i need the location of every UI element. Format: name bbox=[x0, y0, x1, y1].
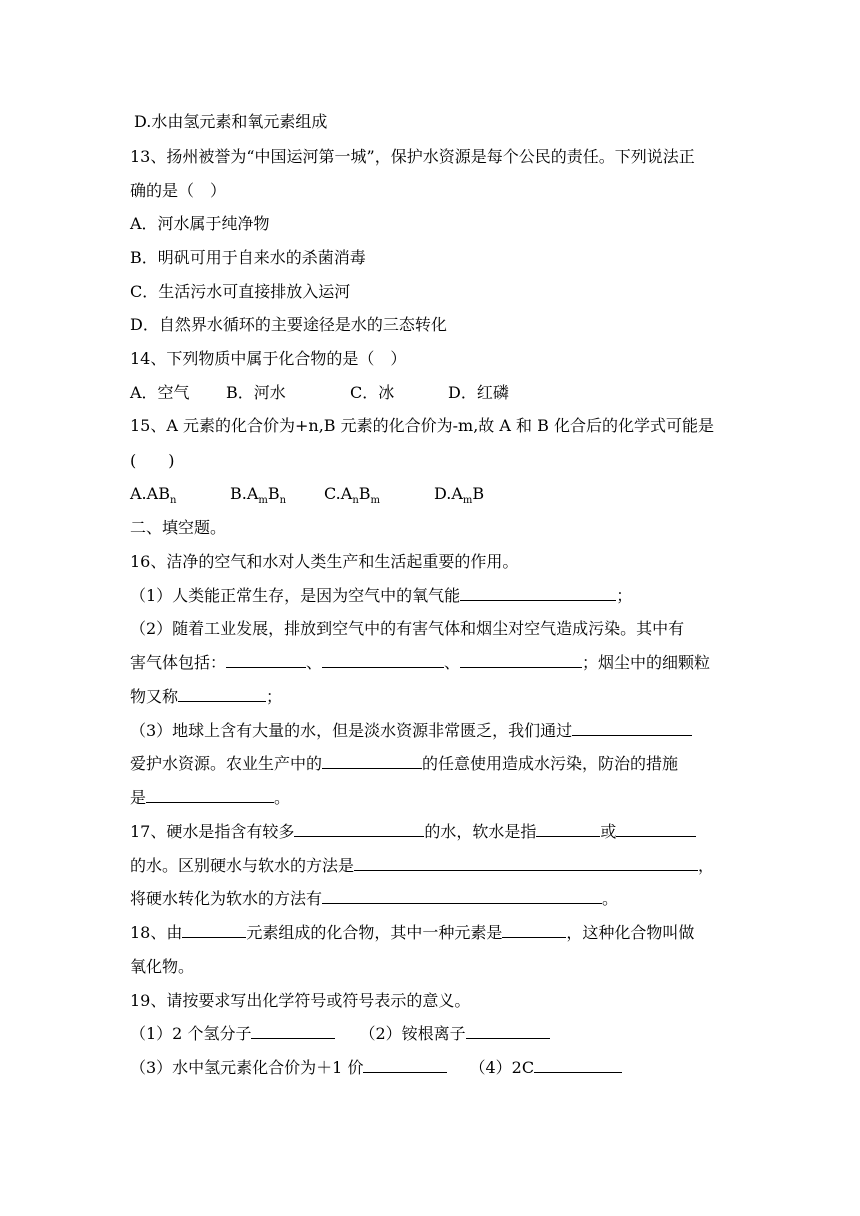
question-15-text: 15、A 元素的化合价为+n,B 元素的化合价为-m,故 A 和 B 化合后的化学式可能是 bbox=[130, 416, 714, 435]
text: ，这种化合物叫做 bbox=[566, 923, 695, 942]
formula-text: A.AB bbox=[130, 484, 170, 503]
question-16-part-2-cont bbox=[130, 652, 735, 674]
text: （3）水中氢元素化合价为＋1 价 bbox=[130, 1058, 364, 1077]
answer-blank[interactable] bbox=[572, 720, 692, 736]
answer-blank[interactable] bbox=[146, 787, 274, 803]
question-18-text bbox=[130, 922, 735, 944]
text: 是 bbox=[130, 788, 147, 807]
text: 18、由 bbox=[130, 923, 183, 942]
text: 将硬水转化为软水的方法有 bbox=[130, 889, 323, 908]
question-15-option-c bbox=[324, 483, 434, 505]
formula-text: B bbox=[267, 484, 280, 503]
subscript: m bbox=[258, 495, 268, 507]
text: ， bbox=[698, 856, 715, 875]
question-14-text: 14、下列物质中属于化合物的是（ ） bbox=[130, 349, 407, 368]
answer-blank[interactable] bbox=[534, 1057, 622, 1073]
text: （1）人类能正常生存，是因为空气中的氧气能 bbox=[130, 586, 461, 605]
question-19-text: 19、请按要求写出化学符号或符号表示的意义。 bbox=[130, 991, 471, 1010]
question-19-row-1 bbox=[130, 1023, 735, 1045]
question-15-option-a bbox=[130, 483, 230, 505]
question-14-option-b: B．河水 bbox=[226, 383, 286, 402]
text: 的水，软水是指 bbox=[424, 822, 537, 841]
question-14-option-a: A．空气 bbox=[130, 383, 190, 402]
question-15-options bbox=[130, 483, 735, 505]
question-13-text: 13、扬州被誉为“中国运河第一城”，保护水资源是每个公民的责任。下列说法正 bbox=[130, 147, 695, 166]
text: 、 bbox=[444, 653, 461, 672]
question-16-part-2: （2）随着工业发展，排放到空气中的有害气体和烟尘对空气造成污染。其中有 bbox=[130, 619, 685, 638]
formula-text: C.A bbox=[324, 484, 353, 503]
formula-text: B bbox=[472, 484, 485, 503]
text: 元素组成的化合物，其中一种元素是 bbox=[246, 923, 503, 942]
question-16-text: 16、洁净的空气和水对人类生产和生活起重要的作用。 bbox=[130, 552, 519, 571]
text: 害气体包括： bbox=[130, 653, 227, 672]
text: （4）2C bbox=[469, 1058, 535, 1077]
text: 。 bbox=[274, 788, 291, 807]
question-13-option-a: A．河水属于纯净物 bbox=[130, 214, 270, 233]
answer-blank[interactable] bbox=[536, 821, 600, 837]
formula-text: D.A bbox=[434, 484, 463, 503]
text: ； bbox=[616, 586, 633, 605]
question-16-part-1 bbox=[130, 585, 735, 607]
text: 或 bbox=[600, 822, 617, 841]
option-d-q12: D.水由氢元素和氧元素组成 bbox=[134, 112, 328, 131]
section-2-heading: 二、填空题。 bbox=[130, 518, 227, 537]
text: 的水。区别硬水与软水的方法是 bbox=[130, 856, 355, 875]
question-15-option-b bbox=[230, 483, 324, 505]
answer-blank[interactable] bbox=[460, 585, 616, 601]
text: 17、硬水是指含有较多 bbox=[130, 822, 295, 841]
text: 爱护水资源。农业生产中的 bbox=[130, 754, 323, 773]
answer-blank[interactable] bbox=[616, 821, 696, 837]
question-15-text-cont: ( ) bbox=[130, 451, 175, 470]
question-13-option-d: D．自然界水循环的主要途径是水的三态转化 bbox=[130, 315, 447, 334]
question-16-part-3 bbox=[130, 720, 735, 742]
question-19-row-2 bbox=[130, 1057, 735, 1079]
question-13-text-cont: 确的是（ ） bbox=[130, 181, 227, 200]
text: ； bbox=[266, 687, 283, 706]
formula-text: B.A bbox=[230, 484, 259, 503]
subscript: m bbox=[462, 495, 473, 507]
answer-blank[interactable] bbox=[182, 922, 246, 938]
text: 、 bbox=[306, 653, 323, 672]
question-17-text-cont bbox=[130, 855, 735, 877]
text: （2）铵根离子 bbox=[359, 1024, 466, 1043]
answer-blank[interactable] bbox=[251, 1023, 335, 1039]
formula-text: B bbox=[358, 484, 371, 503]
answer-blank[interactable] bbox=[322, 753, 422, 769]
text: 的任意使用造成水污染，防治的措施 bbox=[422, 754, 679, 773]
question-17-text-cont2 bbox=[130, 888, 735, 910]
answer-blank[interactable] bbox=[363, 1057, 447, 1073]
answer-blank[interactable] bbox=[460, 652, 582, 668]
answer-blank[interactable] bbox=[322, 888, 602, 904]
text: 物又称 bbox=[130, 687, 179, 706]
question-16-part-3-cont bbox=[130, 753, 735, 775]
question-13-option-b: B．明矾可用于自来水的杀菌消毒 bbox=[130, 248, 366, 267]
answer-blank[interactable] bbox=[354, 855, 698, 871]
answer-blank[interactable] bbox=[294, 821, 424, 837]
question-17-text bbox=[130, 821, 735, 843]
question-14-option-c: C．冰 bbox=[350, 383, 395, 402]
text: 。 bbox=[602, 889, 619, 908]
question-15-option-d bbox=[434, 483, 484, 505]
question-14-options bbox=[130, 382, 735, 404]
subscript: n bbox=[169, 495, 177, 507]
question-14-option-d: D．红磷 bbox=[448, 383, 509, 402]
answer-blank[interactable] bbox=[466, 1023, 550, 1039]
answer-blank[interactable] bbox=[226, 652, 306, 668]
question-16-part-2-cont2 bbox=[130, 686, 735, 708]
question-13-option-c: C．生活污水可直接排放入运河 bbox=[130, 282, 351, 301]
answer-blank[interactable] bbox=[322, 652, 444, 668]
answer-blank[interactable] bbox=[502, 922, 566, 938]
text: ；烟尘中的细颗粒 bbox=[582, 653, 711, 672]
text: （3）地球上含有大量的水，但是淡水资源非常匮乏，我们通过 bbox=[130, 721, 573, 740]
subscript: n bbox=[279, 495, 287, 507]
text: （1）2 个氢分子 bbox=[130, 1024, 252, 1043]
question-16-part-3-cont2 bbox=[130, 787, 735, 809]
question-18-text-cont: 氧化物。 bbox=[130, 957, 195, 976]
answer-blank[interactable] bbox=[178, 686, 266, 702]
subscript: n bbox=[352, 495, 359, 507]
subscript: m bbox=[370, 495, 381, 507]
